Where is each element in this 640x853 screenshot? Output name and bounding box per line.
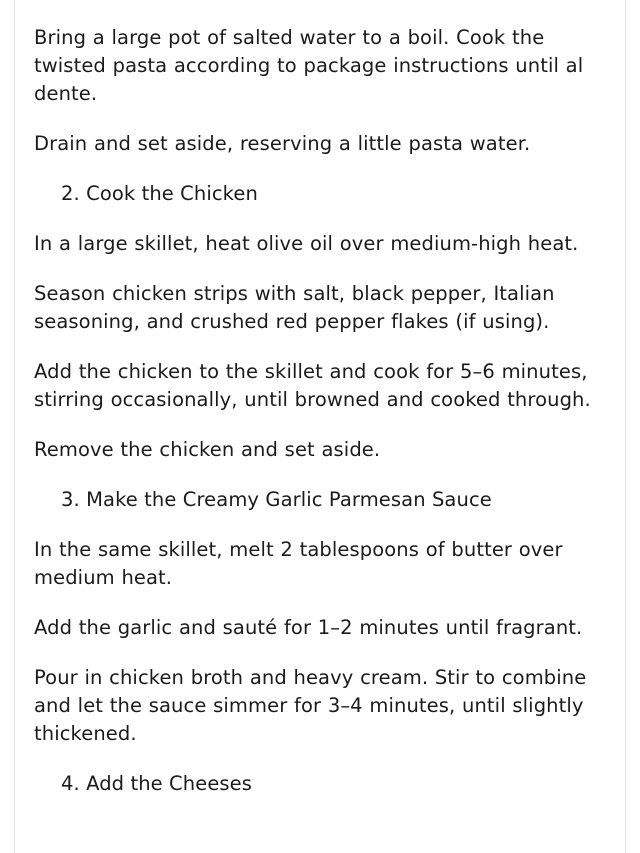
paragraph: Season chicken strips with salt, black pepper, Italian seasoning, and crushed red pepper flakes (if using).	[34, 282, 555, 333]
paragraph: Remove the chicken and set aside.	[34, 438, 381, 461]
paragraph: Add the garlic and sauté for 1–2 minutes until fragrant.	[34, 616, 583, 639]
paragraph: Add the chicken to the skillet and cook for 5–6 minutes, stirring occasionally, until browned and cooked through.	[34, 360, 591, 411]
right-margin-rule	[625, 0, 626, 853]
step-heading-add-the-cheeses: 4. Add the Cheeses	[61, 772, 253, 795]
recipe-instructions-body	[34, 24, 606, 820]
step-heading-cook-the-chicken: 2. Cook the Chicken	[61, 182, 258, 205]
paragraph: Bring a large pot of salted water to a boil. Cook the twisted pasta according to package instructions until al dente.	[34, 26, 584, 105]
left-margin-rule	[14, 0, 15, 853]
paragraph: In the same skillet, melt 2 tablespoons of butter over medium heat.	[34, 538, 563, 589]
paragraph: Drain and set aside, reserving a little pasta water.	[34, 132, 531, 155]
paragraph: In a large skillet, heat olive oil over medium-high heat.	[34, 232, 579, 255]
step-heading-make-the-creamy-garlic-parmesan-sauce: 3. Make the Creamy Garlic Parmesan Sauce	[61, 488, 492, 511]
paragraph: Pour in chicken broth and heavy cream. Stir to combine and let the sauce simmer for 3–4 minutes, until slightly thickened.	[34, 666, 587, 745]
